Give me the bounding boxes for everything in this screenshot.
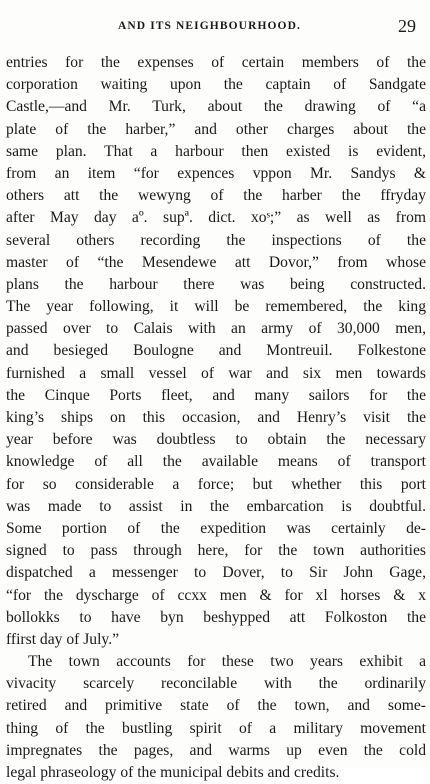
text-line: after May day aº. supª. dict. xoˢ;” as well as from bbox=[6, 209, 426, 227]
text-line: legal phraseology of the municipal debits and credits. bbox=[6, 764, 340, 781]
text-line: ffirst day of July.” bbox=[6, 630, 120, 648]
text-line: others att the wewyng of the harber the ffryday bbox=[6, 187, 426, 205]
text-line: impregnates the pages, and warms up even the cold bbox=[6, 741, 426, 759]
text-line: “for the dyscharge of ccxx men & for xl horses & x bbox=[6, 586, 426, 604]
text-line: for so considerable a force; but whether this port bbox=[6, 475, 426, 493]
text-line: knowledge of all the available means of transport bbox=[6, 453, 426, 471]
text-line: the Cinque Ports fleet, and many sailors for the bbox=[6, 386, 426, 404]
text-line: same plan. That a harbour then existed is evident, bbox=[6, 142, 426, 160]
text-line: vivacity scarcely reconcilable with the ordinarily bbox=[6, 675, 426, 693]
text-line: plans the harbour there was being constructed. bbox=[6, 275, 426, 293]
text-line: and besieged Boulogne and Montreuil. Folkestone bbox=[6, 342, 426, 360]
text-line: The town accounts for these two years exhibit a bbox=[28, 653, 426, 671]
text-line: signed to pass through here, for the town authorities bbox=[6, 542, 426, 560]
text-line: entries for the expenses of certain members of the bbox=[6, 54, 426, 71]
text-line: from an item “for expences vppon Mr. Sandys & bbox=[6, 164, 426, 182]
running-head: AND ITS NEIGHBOURHOOD. bbox=[118, 20, 301, 32]
text-line: furnished a small vessel of war and six men towards bbox=[6, 364, 426, 382]
text-line: passed over to Calais with an army of 30,000 men, bbox=[6, 320, 426, 338]
text-line: retired and primitive state of the town, and some- bbox=[6, 697, 426, 715]
text-line: bollokks to have byn beshypped att Folkoston the bbox=[6, 608, 426, 626]
text-line: several others recording the inspections of the bbox=[6, 231, 426, 249]
text-line: Some portion of the expedition was certainly de- bbox=[6, 519, 426, 537]
body-text bbox=[6, 52, 426, 784]
page-number: 29 bbox=[398, 16, 416, 36]
text-line: master of “the Mesendewe att Dovor,” from whose bbox=[6, 253, 426, 271]
text-line: The year following, it will be remembered, the king bbox=[6, 298, 426, 316]
paragraph-2 bbox=[6, 651, 426, 784]
paragraph-1 bbox=[6, 52, 426, 651]
text-line: king’s ships on this occasion, and Henry’s visit the bbox=[6, 409, 426, 426]
text-line: corporation waiting upon the captain of Sandgate bbox=[6, 76, 426, 94]
text-line: plate of the harber,” and other charges about the bbox=[6, 120, 426, 138]
text-line: dispatched a messenger to Dover, to Sir John Gage, bbox=[6, 564, 426, 582]
page-header bbox=[0, 18, 430, 40]
text-line: was made to assist in the embarcation is doubtful. bbox=[6, 497, 426, 515]
text-line: Castle,—and Mr. Turk, about the drawing of “a bbox=[6, 98, 426, 116]
text-line: thing of the bustling spirit of a military movement bbox=[6, 719, 426, 737]
text-line: year before was doubtless to obtain the necessary bbox=[6, 431, 426, 449]
